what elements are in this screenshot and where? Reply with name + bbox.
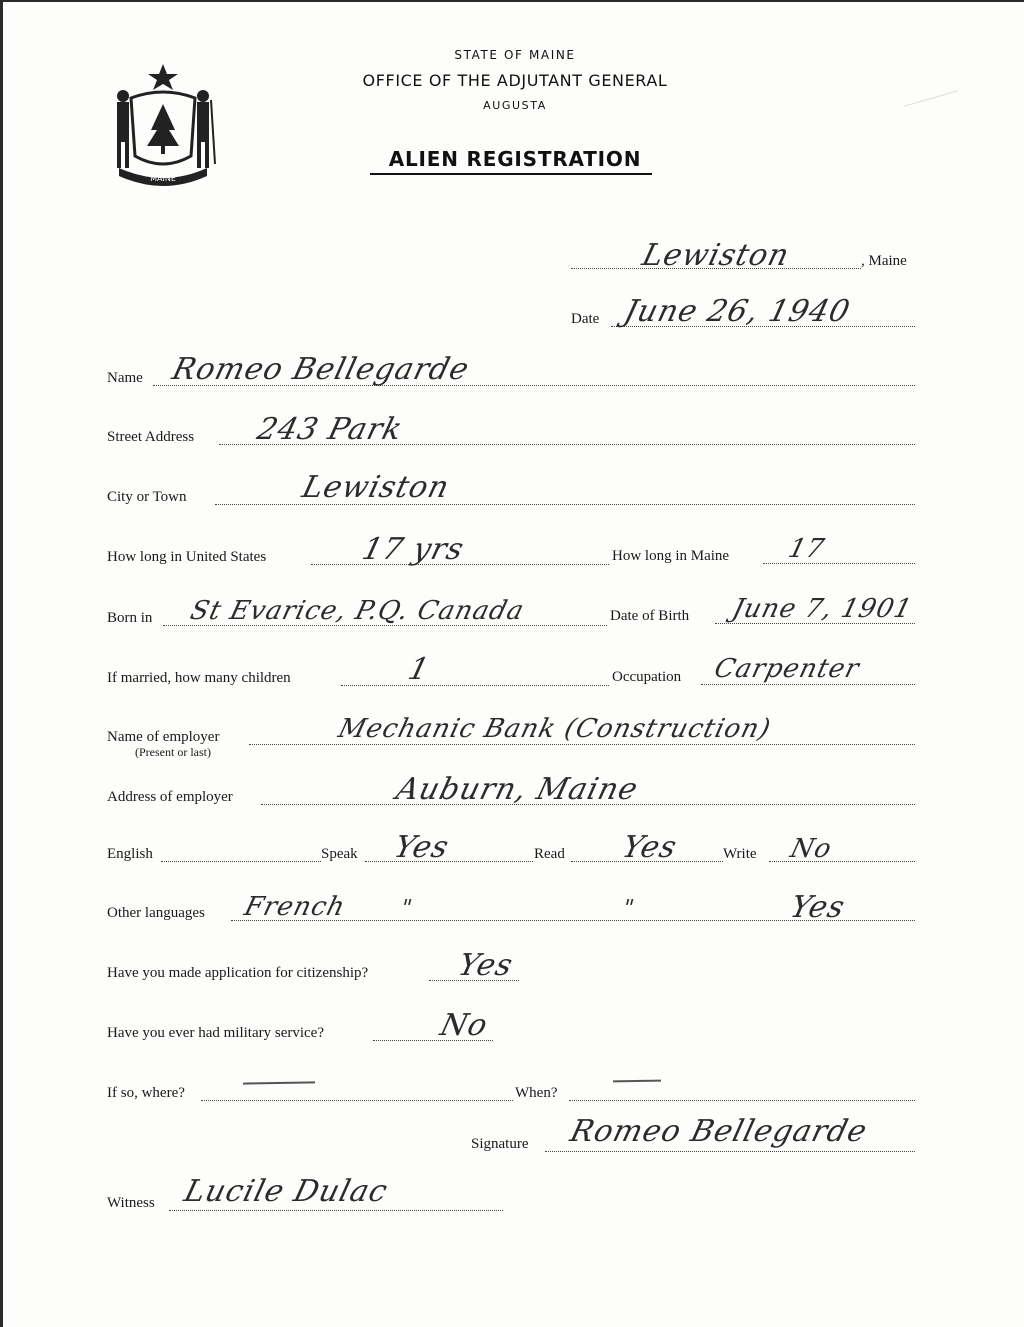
city-label: City or Town bbox=[107, 489, 187, 505]
children-label: If married, how many children bbox=[107, 670, 291, 686]
other-languages-value: French bbox=[241, 892, 349, 922]
title-underline bbox=[370, 173, 652, 175]
state-heading: STATE OF MAINE bbox=[454, 48, 576, 62]
dob-value: June 7, 1901 bbox=[729, 594, 916, 624]
us-duration-label: How long in United States bbox=[107, 549, 267, 565]
city-value: Lewiston bbox=[298, 470, 454, 505]
witness-label: Witness bbox=[107, 1195, 155, 1211]
employer-address-label: Address of employer bbox=[107, 789, 233, 805]
english-write-value: No bbox=[787, 834, 836, 864]
name-value: Romeo Bellegarde bbox=[168, 352, 473, 387]
employer-sublabel: (Present or last) bbox=[135, 745, 211, 759]
witness-line bbox=[169, 1210, 503, 1211]
us-duration-line bbox=[311, 564, 609, 565]
us-duration-value: 17 yrs bbox=[358, 532, 468, 567]
date-label: Date bbox=[571, 311, 600, 327]
english-label: English bbox=[107, 846, 153, 862]
children-value: 1 bbox=[404, 652, 434, 687]
street-label: Street Address bbox=[107, 429, 195, 445]
seal-scroll-text: MAINE bbox=[150, 174, 176, 183]
military-label: Have you ever had military service? bbox=[107, 1025, 324, 1041]
english-line bbox=[161, 861, 321, 862]
military-value: No bbox=[436, 1008, 492, 1043]
citizenship-value: Yes bbox=[454, 948, 517, 983]
occupation-value: Carpenter bbox=[711, 654, 863, 684]
name-label: Name bbox=[107, 370, 143, 386]
employer-value: Mechanic Bank (Construction) bbox=[335, 714, 775, 744]
other-languages-write: Yes bbox=[786, 890, 849, 925]
where-blank-dash bbox=[243, 1081, 315, 1084]
dob-label: Date of Birth bbox=[610, 608, 690, 624]
date-value: June 26, 1940 bbox=[620, 294, 854, 329]
maine-duration-value: 17 bbox=[785, 534, 828, 564]
english-write-label: Write bbox=[723, 846, 757, 862]
where-label: If so, where? bbox=[107, 1085, 185, 1101]
english-read-value: Yes bbox=[618, 830, 681, 865]
when-label: When? bbox=[515, 1085, 558, 1101]
occupation-line bbox=[701, 684, 915, 685]
english-speak-value: Yes bbox=[390, 830, 453, 865]
other-languages-speak: " bbox=[397, 896, 416, 921]
english-speak-label: Speak bbox=[321, 846, 358, 862]
born-in-value: St Evarice, P.Q. Canada bbox=[187, 596, 528, 626]
street-value: 243 Park bbox=[253, 412, 407, 447]
other-languages-read: " bbox=[619, 896, 638, 921]
occupation-label: Occupation bbox=[612, 669, 682, 685]
signature-label: Signature bbox=[471, 1136, 529, 1152]
city-heading: AUGUSTA bbox=[483, 99, 547, 112]
witness-value: Lucile Dulac bbox=[180, 1174, 392, 1209]
citizenship-label: Have you made application for citizenship? bbox=[107, 965, 369, 981]
other-languages-label: Other languages bbox=[107, 905, 205, 921]
when-blank-dash bbox=[613, 1080, 661, 1083]
when-line bbox=[569, 1100, 915, 1101]
where-line bbox=[201, 1100, 513, 1101]
employer-line bbox=[249, 744, 915, 745]
born-in-label: Born in bbox=[107, 610, 153, 626]
children-line bbox=[341, 685, 609, 686]
office-heading: OFFICE OF THE ADJUTANT GENERAL bbox=[362, 71, 668, 90]
employer-label: Name of employer bbox=[107, 729, 220, 745]
place-value: Lewiston bbox=[638, 238, 794, 273]
maine-duration-label: How long in Maine bbox=[612, 548, 730, 564]
employer-address-value: Auburn, Maine bbox=[392, 772, 642, 807]
signature-value: Romeo Bellegarde bbox=[566, 1114, 871, 1149]
place-suffix: , Maine bbox=[861, 253, 907, 269]
english-read-label: Read bbox=[534, 846, 565, 862]
form-title: ALIEN REGISTRATION bbox=[388, 147, 642, 171]
signature-line bbox=[545, 1151, 915, 1152]
